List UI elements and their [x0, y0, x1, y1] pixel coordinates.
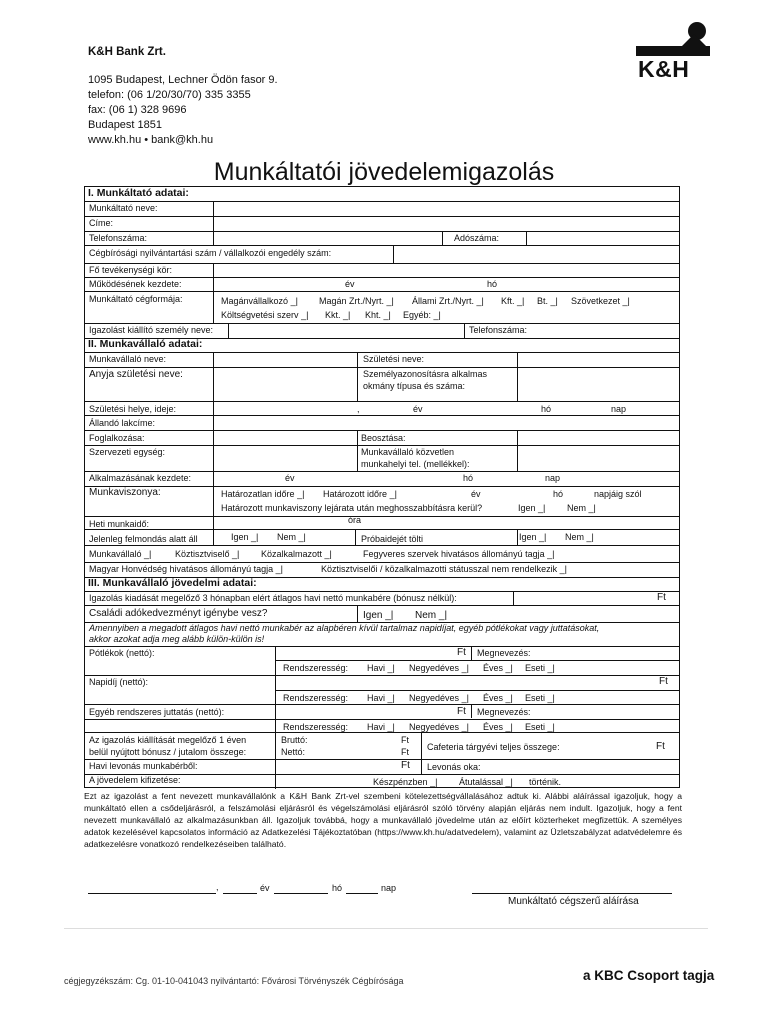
allowance-occasional[interactable]: Eseti _| [525, 663, 555, 673]
bonus-label: Az igazolás kiállítását megelőző 1 éven [89, 735, 247, 745]
other-reg-monthly[interactable]: Havi _| [367, 722, 395, 732]
per-diem-label: Napidíj (nettó): [89, 677, 149, 687]
avg-income-label: Igazolás kiadását megelőző 3 hónapban elért átlagos havi nettó munkabére (bónusz nélkül): [89, 593, 457, 603]
wt-defence-forces[interactable]: Magyar Honvédség hivatásos állományú tagja _| [89, 564, 283, 574]
bank-header [88, 45, 278, 148]
wt-public-employee[interactable]: Közalkalmazott _| [261, 549, 332, 559]
bank-name: K&H Bank Zrt. [88, 46, 166, 58]
reg-no-label: Cégbírósági nyilvántartási szám / vállalkozói engedély szám: [89, 248, 332, 258]
avg-income-ft: Ft [657, 592, 666, 603]
birth-day: nap [611, 404, 627, 414]
section-employee: II. Munkavállaló adatai: [88, 338, 203, 350]
per-diem-monthly[interactable]: Havi _| [367, 693, 395, 703]
deductions-label: Havi levonás munkabérből: [89, 761, 198, 771]
org-unit-label: Szervezeti egység: [89, 447, 166, 457]
notice-yes[interactable]: Igen _| [231, 532, 259, 542]
other-reg-yearly[interactable]: Éves _| [483, 722, 513, 732]
emp-start-day: nap [545, 473, 561, 483]
bank-fax: fax: (06 1) 328 9696 [88, 104, 187, 116]
issuer-phone-label: Telefonszáma: [469, 325, 528, 335]
sig-year-line[interactable] [223, 893, 257, 894]
address-label: Címe: [89, 218, 114, 228]
allowance-freq-label: Rendszeresség: [283, 663, 349, 673]
bonus-gross-ft: Ft [401, 735, 409, 745]
cf-kkt[interactable]: Kkt. _| [325, 310, 351, 320]
allowance-monthly[interactable]: Havi _| [367, 663, 395, 673]
other-reg-occasional[interactable]: Eseti _| [525, 722, 555, 732]
signature-label: Munkáltató cégszerű aláírása [508, 896, 639, 907]
income-form [84, 186, 680, 788]
probation-yes[interactable]: Igen _| [519, 532, 547, 542]
sig-year: év [260, 883, 270, 893]
registry-info: cégjegyzékszám: Cg. 01-10-041043 nyilvántartó: Fővárosi Törvényszék Cégbírósága [64, 976, 404, 986]
kh-logo [636, 22, 712, 82]
payment-cash[interactable]: Készpénzben _| [373, 777, 438, 787]
emp-start-month: hó [463, 473, 474, 483]
bank-web: www.kh.hu • bank@kh.hu [88, 134, 214, 146]
birth-year: év [413, 404, 423, 414]
declaration-text: Ezt az igazolást a fent nevezett munkavállalónk a K&H Bank Zrt-vel szembeni kötelezettségvállalásához adtuk ki. Alábbi aláírással igazoljuk, hogy a munkáltató ellen a csődeljárásról, a felszámolási eljárásról és végelszámolási eljárásról szóló törvény alapján eljárás nem indult. Igazoljuk, hogy a fent nevezett munkavállaló az alkalmazásunkban áll. Igazoljuk továbbá, hogy a munkavállaló jövedelme után az előírt közterheket megfizettük. A személyes adatok kezelésével kapcsolatos információ az Adatkezelési Tájékoztatóban (https://www.kh.hu/adatvedelem), valamint az Üzletszabályzat adatvédelemre és adatkezelésre vonatkozó rendelkezéseiben található. [84, 791, 682, 849]
page-title: Munkáltatói jövedelemigazolás [213, 158, 555, 186]
employee-name-label: Munkavállaló neve: [89, 354, 167, 364]
allowance-quarterly[interactable]: Negyedéves _| [409, 663, 469, 673]
direct-phone-label: Munkavállaló közvetlen [361, 447, 455, 457]
extend-question: Határozott munkaviszony lejárata után meghosszabbításra kerül? [221, 503, 483, 513]
income-note-2: akkor azokat adja meg alább külön-külön is! [89, 634, 265, 644]
cf-cooperative[interactable]: Szövetkezet _| [571, 296, 630, 306]
kbc-tagline: a KBC Csoport tagja [583, 968, 715, 983]
emp-start-year: év [285, 473, 295, 483]
wt-civil-servant[interactable]: Köztisztviselő _| [175, 549, 240, 559]
allowance-yearly[interactable]: Éves _| [483, 663, 513, 673]
allowance-ft: Ft [457, 647, 466, 658]
per-diem-ft: Ft [659, 676, 668, 687]
notice-label: Jelenleg felmondás alatt áll [89, 534, 198, 544]
payment-transfer[interactable]: Átutalással _| [459, 777, 513, 787]
section-employer: I. Munkáltató adatai: [88, 187, 189, 199]
payment-label: A jövedelem kifizetése: [89, 775, 181, 785]
wt-no-status[interactable]: Köztisztviselői / közalkalmazotti státusszal nem rendelkezik _| [321, 564, 567, 574]
per-diem-yearly[interactable]: Éves _| [483, 693, 513, 703]
cf-kft[interactable]: Kft. _| [501, 296, 525, 306]
wt-armed-forces[interactable]: Fegyveres szervek hivatásos állományú tagja _| [363, 549, 555, 559]
section-income: III. Munkavállaló jövedelmi adatai: [88, 577, 257, 589]
sig-day-line[interactable] [346, 893, 378, 894]
emp-start-label: Alkalmazásának kezdete: [89, 473, 192, 483]
other-reg-quarterly[interactable]: Negyedéves _| [409, 722, 469, 732]
probation-label: Próbaidejét tölti [361, 534, 424, 544]
family-tax-label: Családi adókedvezményt igénybe vesz? [89, 608, 268, 619]
deduction-reason-label: Levonás oka: [427, 762, 481, 772]
bonus-label-2: belül nyújtott bónusz / jutalom összege: [89, 747, 247, 757]
residence-label: Állandó lakcíme: [89, 418, 156, 428]
id-doc-label-2: okmány típusa és száma: [363, 381, 466, 391]
extend-yes[interactable]: Igen _| [518, 503, 546, 513]
logo-text: K&H [638, 56, 690, 82]
deductions-ft: Ft [401, 760, 410, 771]
sig-month-line[interactable] [274, 893, 328, 894]
emp-fixed[interactable]: Határozott időre _| [323, 489, 397, 499]
birth-name-label: Születési neve: [363, 354, 425, 364]
notice-no[interactable]: Nem _| [277, 532, 306, 542]
emp-fixed-until: napjáig szól [594, 489, 642, 499]
bonus-gross-label: Bruttó: [281, 735, 308, 745]
per-diem-occasional[interactable]: Eseti _| [525, 693, 555, 703]
cf-other[interactable]: Egyéb: _| [403, 310, 441, 320]
wt-employee[interactable]: Munkavállaló _| [89, 549, 152, 559]
cf-private-zrt[interactable]: Magán Zrt./Nyrt. _| [319, 296, 394, 306]
other-reg-freq-label: Rendszeresség: [283, 722, 349, 732]
sig-comma: , [216, 882, 219, 892]
logo-bar [636, 46, 710, 56]
cafeteria-ft: Ft [656, 741, 665, 752]
position-label: Beosztása: [361, 433, 406, 443]
per-diem-quarterly[interactable]: Negyedéves _| [409, 693, 469, 703]
bonus-net-ft: Ft [401, 747, 409, 757]
bank-phone: telefon: (06 1/20/30/70) 335 3355 [88, 89, 251, 101]
direct-phone-label-2: munkahelyi tel. (mellékkel): [361, 459, 470, 469]
op-start-label: Működésének kezdete: [89, 279, 182, 289]
allowance-label: Pótlékok (nettó): [89, 648, 155, 658]
sig-month: hó [332, 883, 343, 893]
emp-fixed-year: év [471, 489, 481, 499]
bank-po: Budapest 1851 [88, 119, 163, 131]
weekly-hours-label: Heti munkaidő: [89, 519, 150, 529]
birth-comma: , [357, 404, 360, 414]
payment-suffix: történik. [529, 777, 562, 787]
other-reg-label: Egyéb rendszeres juttatás (nettó): [89, 707, 225, 717]
tax-no-label: Adószáma: [454, 233, 500, 243]
probation-no[interactable]: Nem _| [565, 532, 594, 542]
footer-divider [64, 928, 708, 929]
mother-name-label: Anyja születési neve: [89, 369, 183, 380]
cf-kht[interactable]: Kht. _| [365, 310, 391, 320]
cf-state-zrt[interactable]: Állami Zrt./Nyrt. _| [412, 296, 484, 306]
main-activity-label: Fő tevékenységi kör: [89, 265, 173, 275]
employer-name-label: Munkáltató neve: [89, 203, 158, 213]
issuer-name-label: Igazolást kiállító személy neve: [89, 325, 214, 335]
birth-place-label: Születési helye, ideje: [89, 404, 177, 414]
signature-line[interactable] [472, 893, 672, 894]
op-start-month: hó [487, 279, 498, 289]
allowance-name-label: Megnevezés: [477, 648, 531, 658]
family-tax-no[interactable]: Nem _| [415, 610, 448, 621]
income-note-1: Amennyiben a megadott átlagos havi nettó munkabér az alapbéren kívül tartalmaz napidíjat, egyéb pótlékokat vagy juttatásokat, [89, 623, 600, 633]
extend-no[interactable]: Nem _| [567, 503, 596, 513]
op-start-year: év [345, 279, 355, 289]
sig-place-line[interactable] [88, 893, 216, 894]
other-reg-name-label: Megnevezés: [477, 707, 531, 717]
emp-fixed-month: hó [553, 489, 564, 499]
cf-budget[interactable]: Költségvetési szerv _| [221, 310, 309, 320]
bonus-net-label: Nettó: [281, 747, 306, 757]
bank-address: 1095 Budapest, Lechner Ödön fasor 9. [88, 74, 278, 86]
per-diem-freq-label: Rendszeresség: [283, 693, 349, 703]
other-reg-ft: Ft [457, 706, 466, 717]
sig-day: nap [381, 883, 397, 893]
cafeteria-label: Cafeteria tárgyévi teljes összege: [427, 742, 560, 752]
weekly-hours-unit: óra [348, 515, 362, 525]
cf-private[interactable]: Magánvállalkozó _| [221, 296, 298, 306]
birth-month: hó [541, 404, 552, 414]
company-form-label: Munkáltató cégformája: [89, 294, 183, 304]
family-tax-yes[interactable]: Igen _| [363, 610, 394, 621]
cf-bt[interactable]: Bt. _| [537, 296, 558, 306]
emp-indefinite[interactable]: Határozatlan időre _| [221, 489, 305, 499]
employment-label: Munkaviszonya: [89, 487, 161, 498]
phone-label: Telefonszáma: [89, 233, 148, 243]
id-doc-label: Személyazonosításra alkalmas [363, 369, 488, 379]
occupation-label: Foglalkozása: [89, 433, 145, 443]
